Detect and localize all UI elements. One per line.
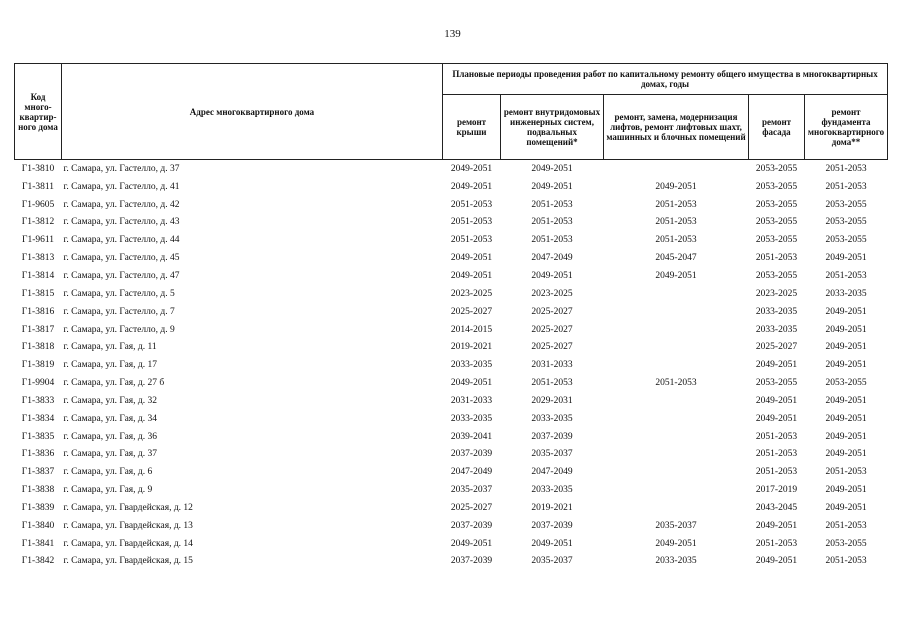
cell-systems: 2023-2025 [531,288,573,299]
table-row [15,249,888,267]
cell-lifts: 2051-2053 [655,199,697,210]
table-row [15,214,888,232]
cell-roof: 2049-2051 [450,270,493,281]
cell-systems: 2051-2053 [531,199,573,210]
cell-roof: 2051-2053 [450,235,493,246]
cell-systems: 2051-2053 [531,235,573,246]
cell-lifts [604,410,749,428]
cell-lifts [604,160,749,178]
cell-address: г. Самара, ул. Гастелло, д. 43 [63,217,180,228]
cell-address: г. Самара, ул. Гастелло, д. 45 [63,253,180,264]
cell-roof: 2037-2039 [450,556,493,567]
cell-lifts [604,428,749,446]
cell-code: Г1-3842 [21,556,55,567]
cell-roof: 2019-2021 [450,342,493,353]
cell-systems: 2035-2037 [531,556,573,567]
cell-code: Г1-9611 [21,235,55,246]
cell-address: г. Самара, ул. Гая, д. 36 [63,431,158,442]
cell-address: г. Самара, ул. Гвардейская, д. 15 [63,556,193,567]
cell-facade: 2049-2051 [755,556,798,567]
cell-address: г. Самара, ул. Гастелло, д. 47 [63,270,180,281]
table-row [15,160,888,178]
cell-facade: 2053-2055 [755,235,798,246]
cell-foundation: 2049-2051 [825,485,867,496]
cell-lifts [604,285,749,303]
cell-address: г. Самара, ул. Гастелло, д. 42 [63,199,180,210]
table-row [15,338,888,356]
cell-code: Г1-3838 [21,485,55,496]
cell-address: г. Самара, ул. Гая, д. 32 [63,395,158,406]
cell-systems: 2049-2051 [531,181,573,192]
cell-code: Г1-3839 [21,502,55,513]
table-row [15,392,888,410]
cell-roof: 2049-2051 [450,538,493,549]
cell-systems: 2049-2051 [531,163,573,174]
cell-address: г. Самара, ул. Гастелло, д. 41 [63,181,180,192]
cell-roof: 2025-2027 [450,306,493,317]
cell-roof: 2033-2035 [450,413,493,424]
cell-roof: 2033-2035 [450,360,493,371]
cell-facade: 2053-2055 [755,199,798,210]
cell-address: г. Самара, ул. Гастелло, д. 44 [63,235,180,246]
cell-foundation: 2049-2051 [825,502,867,513]
table-row [15,178,888,196]
cell-foundation: 2051-2053 [825,467,867,478]
header-code: Код много-квартир-ного дома [15,64,62,160]
cell-code: Г1-3835 [21,431,55,442]
table-row [15,356,888,374]
cell-facade: 2051-2053 [755,253,798,264]
cell-systems: 2025-2027 [531,306,573,317]
header-row-top [15,64,888,95]
cell-address: г. Самара, ул. Гастелло, д. 5 [63,288,175,299]
cell-foundation: 2053-2055 [825,217,867,228]
cell-systems: 2037-2039 [531,431,573,442]
page-number: 139 [444,28,461,40]
cell-address: г. Самара, ул. Гая, д. 27 б [63,378,165,389]
cell-code: Г1-3817 [21,324,55,335]
cell-facade: 2043-2045 [755,502,798,513]
cell-foundation: 2049-2051 [825,324,867,335]
cell-roof: 2049-2051 [450,181,493,192]
cell-roof: 2035-2037 [450,485,493,496]
cell-foundation: 2049-2051 [825,449,867,460]
cell-foundation: 2051-2053 [825,556,867,567]
table-row [15,410,888,428]
table-row [15,499,888,517]
cell-address: г. Самара, ул. Гая, д. 34 [63,413,158,424]
cell-lifts: 2051-2053 [655,235,697,246]
cell-systems: 2047-2049 [531,467,573,478]
cell-lifts [604,303,749,321]
table-row [15,463,888,481]
table-row [15,553,888,571]
cell-address: г. Самара, ул. Гая, д. 17 [63,360,158,371]
cell-facade: 2053-2055 [755,378,798,389]
cell-lifts [604,481,749,499]
cell-lifts: 2033-2035 [655,556,697,567]
cell-foundation: 2049-2051 [825,253,867,264]
cell-address: г. Самара, ул. Гвардейская, д. 12 [63,502,193,513]
header-periods: Плановые периоды проведения работ по капитальному ремонту общего имущества в многоквартирных домах, годы [443,64,888,95]
cell-lifts [604,356,749,374]
cell-systems: 2033-2035 [531,485,573,496]
cell-lifts: 2049-2051 [655,181,697,192]
cell-address: г. Самара, ул. Гастелло, д. 9 [63,324,175,335]
cell-foundation: 2053-2055 [825,378,867,389]
cell-facade: 2017-2019 [755,485,798,496]
table-row [15,374,888,392]
cell-foundation: 2051-2053 [825,181,867,192]
cell-address: г. Самара, ул. Гая, д. 6 [63,467,153,478]
cell-code: Г1-3812 [21,217,55,228]
cell-lifts [604,463,749,481]
cell-facade: 2023-2025 [755,288,798,299]
cell-code: Г1-3815 [21,288,55,299]
cell-address: г. Самара, ул. Гвардейская, д. 14 [63,538,193,549]
cell-lifts [604,338,749,356]
cell-roof: 2025-2027 [450,502,493,513]
cell-lifts: 2051-2053 [655,217,697,228]
table-row [15,285,888,303]
cell-address: г. Самара, ул. Гая, д. 9 [63,485,153,496]
cell-roof: 2051-2053 [450,217,493,228]
cell-foundation: 2051-2053 [825,520,867,531]
cell-lifts [604,499,749,517]
cell-systems: 2031-2033 [531,360,573,371]
cell-foundation: 2053-2055 [825,199,867,210]
cell-code: Г1-3811 [21,181,55,192]
cell-foundation: 2049-2051 [825,395,867,406]
cell-facade: 2025-2027 [755,342,798,353]
table-row [15,446,888,464]
cell-systems: 2051-2053 [531,217,573,228]
cell-code: Г1-3816 [21,306,55,317]
cell-code: Г1-9904 [21,378,55,389]
cell-facade: 2049-2051 [755,360,798,371]
cell-code: Г1-3819 [21,360,55,371]
cell-code: Г1-3810 [21,163,55,174]
header-facade: ремонт фасада [749,95,805,160]
cell-roof: 2051-2053 [450,199,493,210]
table-row [15,321,888,339]
cell-foundation: 2051-2053 [825,163,867,174]
cell-systems: 2019-2021 [531,502,573,513]
cell-foundation: 2049-2051 [825,413,867,424]
cell-code: Г1-3841 [21,538,55,549]
cell-foundation: 2033-2035 [825,288,867,299]
cell-facade: 2051-2053 [755,538,798,549]
cell-facade: 2051-2053 [755,449,798,460]
table-row [15,481,888,499]
cell-code: Г1-3818 [21,342,55,353]
cell-code: Г1-3833 [21,395,55,406]
table-row [15,517,888,535]
header-address: Адрес многоквартирного дома [62,64,443,160]
table-row [15,231,888,249]
cell-systems: 2047-2049 [531,253,573,264]
table-row [15,535,888,553]
table-row [15,267,888,285]
cell-code: Г1-3814 [21,270,55,281]
cell-address: г. Самара, ул. Гвардейская, д. 13 [63,520,193,531]
capital-repair-schedule-table [14,63,888,570]
cell-facade: 2051-2053 [755,467,798,478]
cell-address: г. Самара, ул. Гая, д. 37 [63,449,158,460]
cell-code: Г1-9605 [21,199,55,210]
cell-facade: 2051-2053 [755,431,798,442]
cell-code: Г1-3837 [21,467,55,478]
table-row [15,196,888,214]
cell-address: г. Самара, ул. Гастелло, д. 37 [63,163,180,174]
cell-address: г. Самара, ул. Гастелло, д. 7 [63,306,175,317]
cell-foundation: 2049-2051 [825,306,867,317]
table-row [15,428,888,446]
cell-lifts [604,446,749,464]
cell-systems: 2033-2035 [531,413,573,424]
cell-facade: 2053-2055 [755,217,798,228]
header-foundation: ремонт фундамента многоквартирного дома** [805,95,888,160]
cell-foundation: 2053-2055 [825,538,867,549]
table-body [15,160,888,571]
cell-lifts [604,321,749,339]
cell-roof: 2037-2039 [450,520,493,531]
cell-facade: 2033-2035 [755,306,798,317]
cell-facade: 2053-2055 [755,181,798,192]
table-row [15,303,888,321]
cell-foundation: 2051-2053 [825,270,867,281]
cell-roof: 2049-2051 [450,163,493,174]
cell-systems: 2049-2051 [531,538,573,549]
cell-systems: 2025-2027 [531,324,573,335]
cell-code: Г1-3834 [21,413,55,424]
cell-facade: 2049-2051 [755,520,798,531]
cell-lifts: 2051-2053 [655,378,697,389]
cell-systems: 2037-2039 [531,520,573,531]
header-systems: ремонт внутридомовых инженерных систем, подвальных помещений* [501,95,604,160]
cell-roof: 2023-2025 [450,288,493,299]
header-lifts: ремонт, замена, модернизация лифтов, ремонт лифтовых шахт, машинных и блочных помещений [604,95,749,160]
cell-lifts [604,392,749,410]
cell-systems: 2029-2031 [531,395,573,406]
cell-facade: 2049-2051 [755,395,798,406]
cell-roof: 2031-2033 [450,395,493,406]
cell-facade: 2033-2035 [755,324,798,335]
cell-foundation: 2049-2051 [825,360,867,371]
cell-facade: 2053-2055 [755,163,798,174]
cell-code: Г1-3813 [21,253,55,264]
cell-roof: 2047-2049 [450,467,493,478]
cell-lifts: 2049-2051 [655,270,697,281]
cell-foundation: 2053-2055 [825,235,867,246]
cell-address: г. Самара, ул. Гая, д. 11 [63,342,157,353]
cell-facade: 2053-2055 [755,270,798,281]
cell-systems: 2025-2027 [531,342,573,353]
cell-systems: 2035-2037 [531,449,573,460]
cell-roof: 2014-2015 [450,324,493,335]
cell-roof: 2049-2051 [450,253,493,264]
cell-lifts: 2045-2047 [655,253,697,264]
cell-roof: 2039-2041 [450,431,493,442]
cell-facade: 2049-2051 [755,413,798,424]
cell-roof: 2037-2039 [450,449,493,460]
cell-code: Г1-3836 [21,449,55,460]
cell-systems: 2051-2053 [531,378,573,389]
cell-lifts: 2035-2037 [655,520,697,531]
cell-foundation: 2049-2051 [825,431,867,442]
cell-foundation: 2049-2051 [825,342,867,353]
cell-roof: 2049-2051 [450,378,493,389]
cell-systems: 2049-2051 [531,270,573,281]
cell-lifts: 2049-2051 [655,538,697,549]
cell-code: Г1-3840 [21,520,55,531]
header-roof: ремонт крыши [443,95,501,160]
